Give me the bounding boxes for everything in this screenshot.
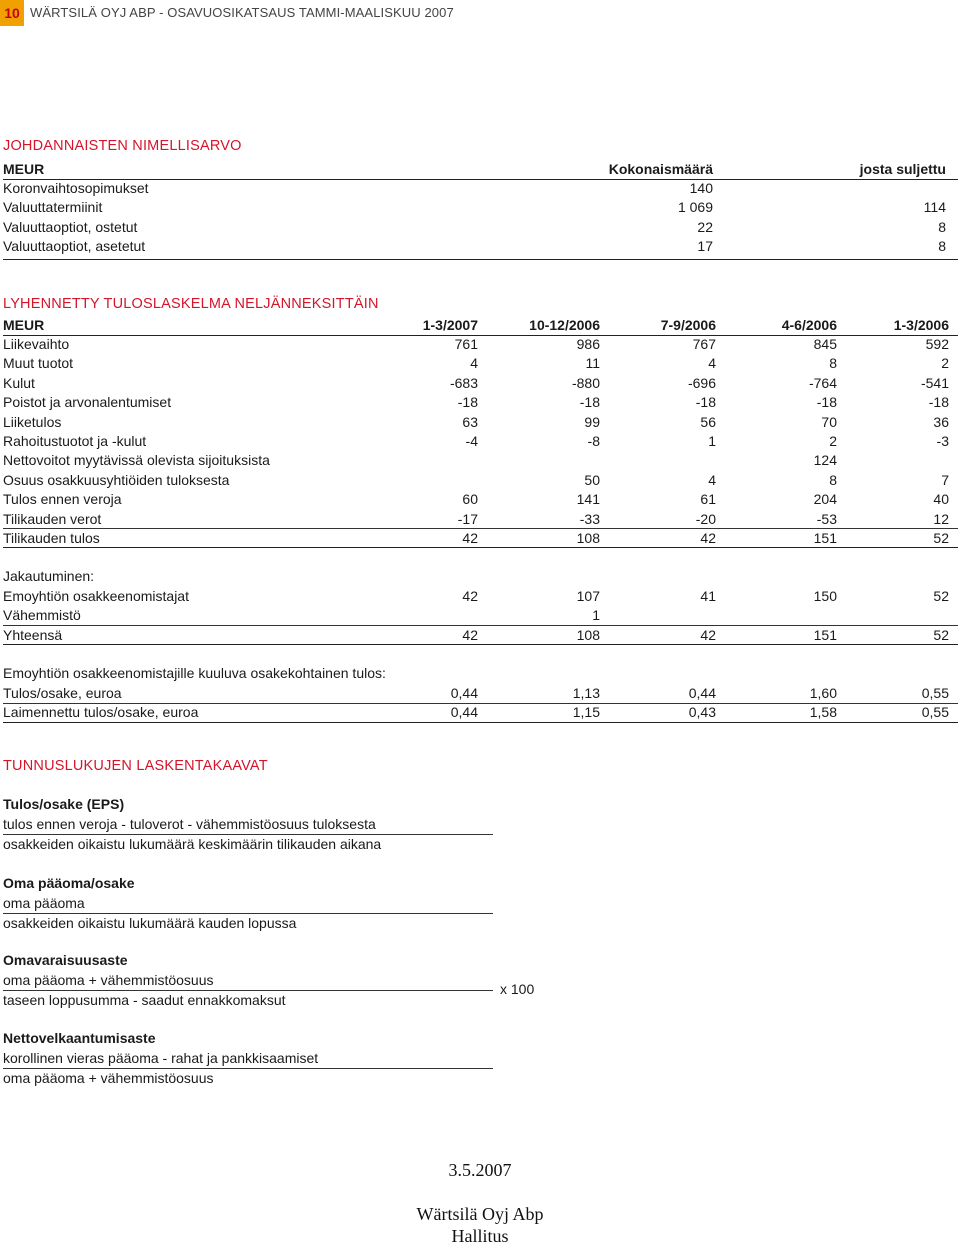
cell-value: 1 069 — [677, 199, 713, 216]
page-number: 10 — [0, 0, 24, 26]
cell-value: 42 — [462, 588, 478, 604]
table-row — [3, 432, 958, 451]
table-row — [3, 413, 958, 432]
cell-value: 42 — [462, 530, 478, 546]
income-header-row — [3, 316, 958, 335]
cell-value: 4 — [708, 471, 716, 488]
cell-value: 42 — [462, 626, 478, 643]
formula-numerator: tulos ennen veroja - tuloverot - vähemmistöosuus tuloksesta — [3, 816, 376, 832]
cell-value: 4 — [708, 355, 716, 372]
row-label: Rahoitustuotot ja -kulut — [3, 433, 147, 449]
page-header — [0, 0, 960, 26]
divider — [3, 259, 958, 260]
row-label: Liikevaihto — [3, 336, 70, 352]
formula-denominator: taseen loppusumma - saadut ennakkomaksut — [3, 992, 286, 1008]
column-header: Kokonaismäärä — [608, 161, 713, 177]
column-header: 10-12/2006 — [529, 317, 600, 333]
cell-value: 8 — [829, 471, 837, 488]
cell-value: 1,15 — [572, 704, 600, 721]
cell-value: 1,58 — [809, 704, 837, 721]
cell-value: 767 — [692, 336, 716, 352]
cell-value: -880 — [571, 374, 600, 391]
cell-value: 107 — [576, 588, 600, 604]
table-row — [3, 490, 958, 509]
cell-value: 17 — [697, 237, 713, 254]
distribution-label — [3, 567, 958, 586]
column-header: 1-3/2006 — [893, 317, 949, 333]
cell-value: 42 — [700, 626, 716, 643]
row-label: Tulos/osake, euroa — [3, 685, 122, 701]
cell-value: -53 — [816, 510, 837, 527]
formula-numerator: oma pääoma — [3, 895, 85, 911]
distribution-heading: Jakautuminen: — [3, 568, 95, 584]
row-label: Tilikauden verot — [3, 510, 102, 527]
signature-board: Hallitus — [451, 1226, 509, 1246]
cell-value: 36 — [933, 413, 949, 430]
table-row — [3, 179, 958, 198]
divider — [3, 547, 958, 548]
cell-value: -18 — [928, 394, 949, 411]
report-title: WÄRTSILÄ OYJ ABP - OSAVUOSIKATSAUS TAMMI-MAALISKUU 2007 — [30, 5, 454, 20]
row-label: Kulut — [3, 374, 35, 391]
cell-value: 70 — [821, 413, 837, 430]
derivatives-section-title: JOHDANNAISTEN NIMELLISARVO — [3, 138, 242, 154]
cell-value: 11 — [585, 355, 600, 372]
table-row — [3, 393, 958, 412]
table-row — [3, 626, 958, 645]
table-row — [3, 606, 958, 625]
column-header: 4-6/2006 — [781, 317, 837, 333]
cell-value: 52 — [933, 530, 949, 546]
signature-company: Wärtsilä Oyj Abp — [416, 1204, 544, 1224]
income-section-title: LYHENNETTY TULOSLASKELMA NELJÄNNEKSITTÄIN — [3, 296, 379, 312]
row-label: Nettovoitot myytävissä olevista sijoituksista — [3, 452, 270, 469]
cell-value: 108 — [576, 530, 600, 546]
table-row — [3, 703, 958, 722]
formula-name: Nettovelkaantumisaste — [3, 1030, 156, 1046]
divider — [3, 625, 958, 626]
table-row — [3, 354, 958, 373]
cell-value: 141 — [576, 491, 600, 508]
row-label: Tulos ennen veroja — [3, 491, 122, 508]
formula-name: Tulos/osake (EPS) — [3, 796, 125, 812]
cell-value: 52 — [933, 626, 949, 643]
divider — [3, 528, 958, 529]
cell-value: 592 — [925, 336, 949, 352]
cell-value: -696 — [687, 374, 716, 391]
cell-value: -8 — [587, 433, 600, 449]
cell-value: 2 — [829, 433, 837, 449]
cell-value: 4 — [470, 355, 478, 372]
table-row — [3, 335, 958, 354]
table-row — [3, 529, 958, 548]
eps-heading: Emoyhtiön osakkeenomistajille kuuluva osakekohtainen tulos: — [3, 665, 386, 681]
formulas-section-title: TUNNUSLUKUJEN LASKENTAKAAVAT — [3, 758, 268, 774]
cell-value: 0,44 — [450, 685, 478, 701]
cell-value: 761 — [454, 336, 478, 352]
cell-value: 12 — [933, 510, 949, 527]
formula-name: Omavaraisuusaste — [3, 952, 128, 968]
table-row — [3, 471, 958, 490]
divider — [3, 644, 958, 645]
divider — [3, 722, 958, 723]
cell-value: 204 — [813, 491, 837, 508]
cell-value: -18 — [457, 394, 478, 411]
row-label: Muut tuotot — [3, 355, 74, 372]
cell-value: 63 — [462, 413, 478, 430]
table-row — [3, 684, 958, 703]
cell-value: 0,44 — [450, 704, 478, 721]
row-label: Osuus osakkuusyhtiöiden tuloksesta — [3, 471, 230, 488]
table-row — [3, 237, 958, 256]
formula-denominator: oma pääoma + vähemmistöosuus — [3, 1070, 214, 1086]
unit-label: MEUR — [3, 317, 45, 333]
cell-value: -17 — [457, 510, 478, 527]
cell-value: -20 — [695, 510, 716, 527]
cell-value: 22 — [697, 218, 713, 235]
cell-value: -18 — [816, 394, 837, 411]
cell-value: 50 — [584, 471, 600, 488]
cell-value: 124 — [813, 452, 837, 469]
row-label: Tilikauden tulos — [3, 530, 100, 546]
cell-value: 7 — [941, 471, 949, 488]
table-row — [3, 218, 958, 237]
cell-value: 1 — [708, 433, 716, 449]
formula-denominator: osakkeiden oikaistu lukumäärä kauden lopussa — [3, 915, 297, 931]
cell-value: 986 — [576, 336, 600, 352]
formula-numerator: oma pääoma + vähemmistöosuus — [3, 972, 214, 988]
cell-value: 114 — [923, 199, 946, 216]
eps-label — [3, 664, 958, 683]
table-row — [3, 510, 958, 529]
row-label: Valuuttatermiinit — [3, 199, 103, 216]
cell-value: 1,60 — [809, 685, 837, 701]
column-header: 1-3/2007 — [422, 317, 478, 333]
divider — [3, 703, 958, 704]
formula-multiplier: x 100 — [500, 981, 535, 997]
cell-value: 108 — [576, 626, 600, 643]
row-label: Vähemmistö — [3, 607, 81, 624]
table-row — [3, 451, 958, 470]
cell-value: 8 — [938, 237, 946, 254]
row-label: Valuuttaoptiot, asetetut — [3, 237, 146, 254]
row-label: Koronvaihtosopimukset — [3, 180, 149, 196]
cell-value: 60 — [462, 491, 478, 508]
table-row — [3, 374, 958, 393]
cell-value: 845 — [813, 336, 837, 352]
row-label: Valuuttaoptiot, ostetut — [3, 218, 138, 235]
cell-value: 61 — [700, 491, 716, 508]
cell-value: -18 — [579, 394, 600, 411]
row-label: Laimennettu tulos/osake, euroa — [3, 704, 199, 721]
cell-value: 151 — [813, 530, 837, 546]
formula-name: Oma pääoma/osake — [3, 875, 135, 891]
cell-value: 99 — [584, 413, 600, 430]
cell-value: -4 — [465, 433, 478, 449]
cell-value: 40 — [933, 491, 949, 508]
formula-denominator: osakkeiden oikaistu lukumäärä keskimäärin tilikauden aikana — [3, 836, 382, 852]
signature-date: 3.5.2007 — [448, 1160, 512, 1180]
cell-value: 41 — [700, 588, 716, 604]
cell-value: 0,44 — [688, 685, 716, 701]
cell-value: 1 — [592, 607, 600, 624]
cell-value: 42 — [700, 530, 716, 546]
cell-value: -33 — [579, 510, 600, 527]
cell-value: 1,13 — [572, 685, 600, 701]
cell-value: 8 — [829, 355, 837, 372]
cell-value: -683 — [449, 374, 478, 391]
cell-value: 0,55 — [921, 704, 949, 721]
cell-value: -541 — [920, 374, 949, 391]
column-header: 7-9/2006 — [660, 317, 716, 333]
cell-value: 56 — [700, 413, 716, 430]
cell-value: -3 — [936, 433, 949, 449]
cell-value: 52 — [933, 588, 949, 604]
table-row — [3, 587, 958, 606]
cell-value: 0,43 — [688, 704, 716, 721]
row-label: Emoyhtiön osakkeenomistajat — [3, 588, 189, 604]
cell-value: 0,55 — [921, 685, 949, 701]
cell-value: -764 — [808, 374, 837, 391]
unit-label: MEUR — [3, 161, 45, 177]
cell-value: -18 — [695, 394, 716, 411]
derivatives-header-row — [3, 160, 958, 179]
formula-numerator: korollinen vieras pääoma - rahat ja pankkisaamiset — [3, 1050, 319, 1066]
row-label: Liiketulos — [3, 413, 62, 430]
cell-value: 8 — [938, 218, 946, 235]
cell-value: 150 — [813, 588, 837, 604]
table-row — [3, 198, 958, 217]
column-header: josta suljettu — [859, 161, 946, 177]
cell-value: 140 — [689, 180, 713, 196]
row-label: Yhteensä — [3, 626, 63, 643]
cell-value: 151 — [813, 626, 837, 643]
cell-value: 2 — [941, 355, 949, 372]
row-label: Poistot ja arvonalentumiset — [3, 394, 172, 411]
